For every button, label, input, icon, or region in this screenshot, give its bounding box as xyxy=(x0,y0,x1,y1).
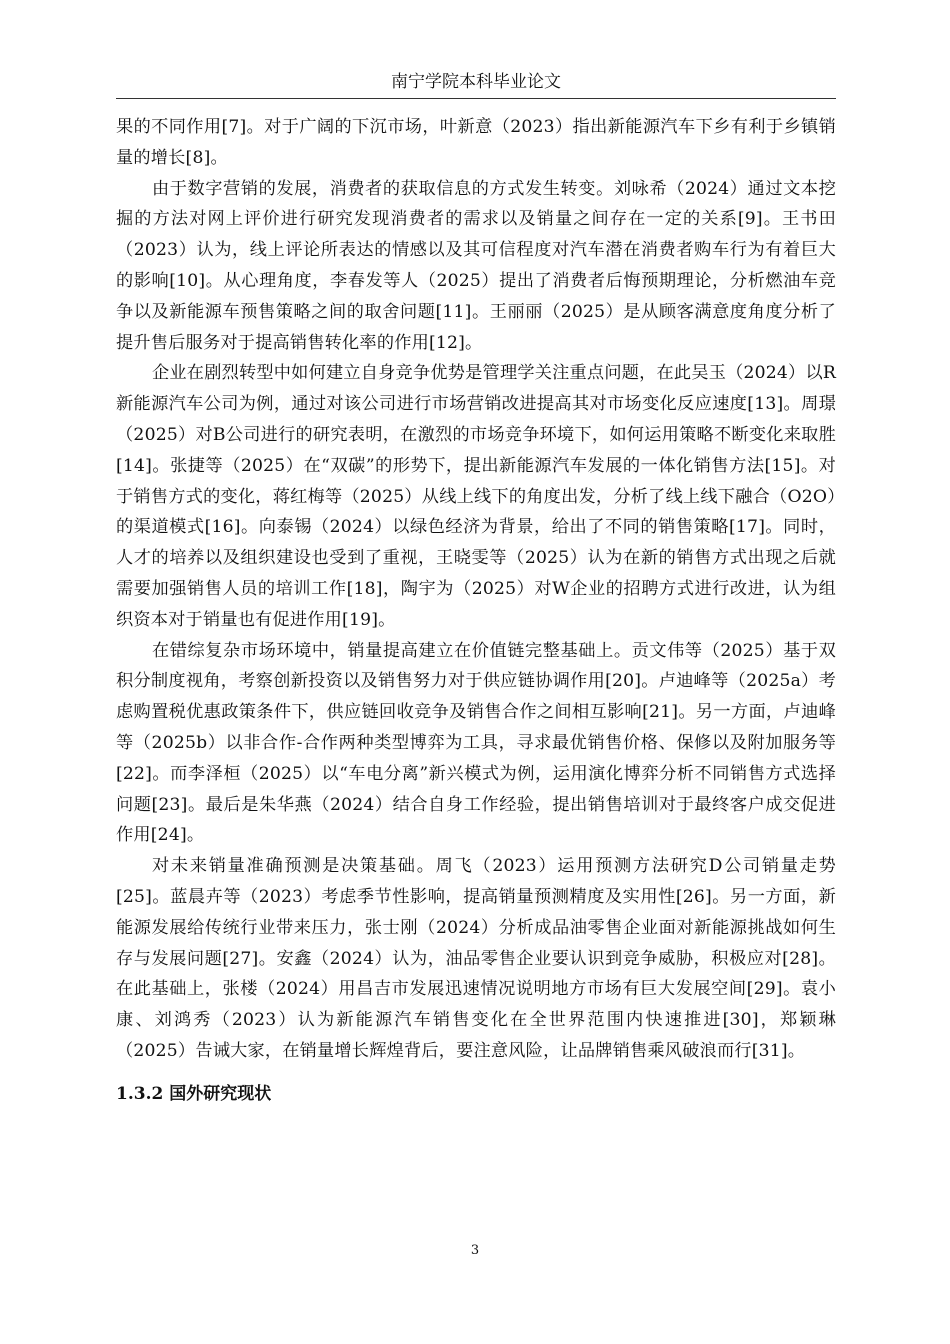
paragraph-5: 对未来销量准确预测是决策基础。周飞（2023）运用预测方法研究D公司销量走势[25]。蓝晨卉等（2023）考虑季节性影响，提高销量预测精度及实用性[26]。另一方面，新能源发展给传统行业带来压力，张士刚（2024）分析成品油零售企业面对新能源挑战如何生存与发展问题[27]。安鑫（2024）认为，油品零售企业要认识到竞争威胁，积极应对[28]。在此基础上，张楼（2024）用昌吉市发展迅速情况说明地方市场有巨大发展空间[29]。袁小康、刘鸿秀（2023）认为新能源汽车销售变化在全世界范围内快速推进[30]，郑颖琳（2025）告诫大家，在销量增长辉煌背后，要注意风险，让品牌销售乘风破浪而行[31]。 xyxy=(116,856,836,1061)
section-heading: 1.3.2 国外研究现状 xyxy=(116,1083,272,1104)
paragraph-2: 由于数字营销的发展，消费者的获取信息的方式发生转变。刘咏希（2024）通过文本挖掘的方法对网上评价进行研究发现消费者的需求以及销量之间存在一定的关系[9]。王书田（2023）认为，线上评论所表达的情感以及其可信程度对汽车潜在消费者购车行为有着巨大的影响[10]。从心理角度，李春发等人（2025）提出了消费者后悔预期理论，分析燃油车竞争以及新能源车预售策略之间的取舍问题[11]。王丽丽（2025）是从顾客满意度角度分析了提升售后服务对于提高销售转化率的作用[12]。 xyxy=(116,178,836,353)
paragraph-3: 企业在剧烈转型中如何建立自身竞争优势是管理学关注重点问题，在此吴玉（2024）以R新能源汽车公司为例，通过对该公司进行市场营销改进提高其对市场变化反应速度[13]。周璟（2025）对B公司进行的研究表明，在激烈的市场竞争环境下，如何运用策略不断变化来取胜[14]。张捷等（2025）在“双碳”的形势下，提出新能源汽车发展的一体化销售方法[15]。对于销售方式的变化，蒋红梅等（2025）从线上线下的角度出发，分析了线上线下融合（O2O）的渠道模式[16]。向泰锡（2024）以绿色经济为背景，给出了不同的销售策略[17]。同时，人才的培养以及组织建设也受到了重视，王晓雯等（2025）认为在新的销售方式出现之后就需要加强销售人员的培训工作[18]，陶宇为（2025）对W企业的招聘方式进行改进，认为组织资本对于销量也有促进作用[19]。 xyxy=(116,363,836,630)
body-text xyxy=(116,112,836,1109)
page-number: 3 xyxy=(470,1243,480,1258)
paragraph-4: 在错综复杂市场环境中，销量提高建立在价值链完整基础上。贡文伟等（2025）基于双积分制度视角，考察创新投资以及销售努力对于供应链协调作用[20]。卢迪峰等（2025a）考虑购置税优惠政策条件下，供应链回收竞争及销售合作之间相互影响[21]。另一方面，卢迪峰等（2025b）以非合作-合作两种类型博弈为工具，寻求最优销售价格、保修以及附加服务等[22]。而李泽桓（2025）以“车电分离”新兴模式为例，运用演化博弈分析不同销售方式选择问题[23]。最后是朱华燕（2024）结合自身工作经验，提出销售培训对于最终客户成交促进作用[24]。 xyxy=(116,640,836,846)
header-title: 南宁学院本科毕业论文 xyxy=(391,72,561,92)
paragraph-1: 果的不同作用[7]。对于广阔的下沉市场，叶新意（2023）指出新能源汽车下乡有利于乡镇销量的增长[8]。 xyxy=(116,117,836,168)
page-header xyxy=(116,70,836,99)
